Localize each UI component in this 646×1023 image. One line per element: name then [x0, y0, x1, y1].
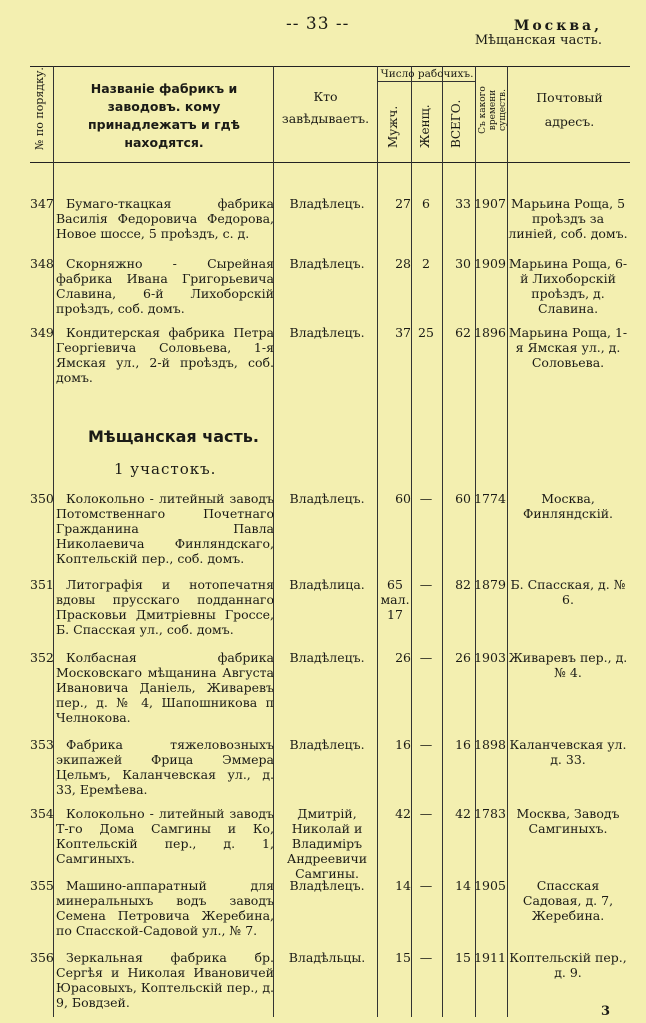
manager: Дмитрій, Николай и Владиміръ Андреевичи Самгины. [286, 806, 368, 881]
page-header [0, 0, 646, 60]
total-count: 15 [455, 950, 471, 965]
since-year: 1907 [474, 196, 506, 211]
manager: Владѣлецъ. [289, 491, 365, 506]
col-header-since: Съ какого времени существ. [478, 86, 508, 134]
women-count: — [419, 950, 433, 965]
men-count: 42 [395, 806, 411, 821]
row-number: 353 [30, 737, 54, 752]
postal-address: Спасская Садовая, д. 7, Жеребина. [522, 878, 614, 923]
since-year: 1896 [474, 325, 506, 340]
manager: Владѣлица. [289, 577, 365, 592]
postal-address: Москва, Заводъ Самгиныхъ. [516, 806, 620, 836]
manager: Владѣлецъ. [289, 196, 365, 211]
factory-name: Бумаго-ткацкая фабрика Василія Федоровича Федорова, Новое шоссе, 5 проѣздъ, с. д. [56, 196, 274, 241]
manager: Владѣлецъ. [289, 325, 365, 340]
women-count: — [419, 737, 433, 752]
manager: Владѣлецъ. [289, 878, 365, 893]
total-count: 60 [455, 491, 471, 506]
factory-name: Колокольно - литейный заводъ Потомственнаго Почетнаго Гражданина Павла Николаевича Финляндскаго, Коптельскій пер., соб. домъ. [56, 491, 274, 566]
men-count: 28 [395, 256, 411, 271]
since-year: 1911 [474, 950, 506, 965]
col-header-workers-group: Число рабочихъ. [380, 68, 474, 80]
manager: Владѣльцы. [288, 950, 366, 965]
since-year: 1879 [474, 577, 506, 592]
col-header-men: Мужч. [386, 105, 400, 148]
factory-name: Скорняжно - Сырейная фабрика Ивана Григорьевича Славина, 6-й Лихоборскій проѣздъ, соб. домъ. [56, 256, 274, 316]
since-year: 1774 [474, 491, 506, 506]
manager: Владѣлецъ. [289, 256, 365, 271]
row-number: 347 [30, 196, 54, 211]
since-year: 1909 [474, 256, 506, 271]
row-number: 356 [30, 950, 54, 965]
table-top-rule [30, 66, 630, 67]
factory-name: Машино-аппаратный для минеральныхъ водъ заводъ Семена Петровича Жеребина, по Спасской-Садовой ул., № 7. [56, 878, 274, 938]
men-count: 15 [395, 950, 411, 965]
col-header-women: Женщ. [418, 104, 432, 148]
men-count: 27 [395, 196, 411, 211]
women-count: 25 [418, 325, 434, 340]
total-count: 26 [455, 650, 471, 665]
postal-address: Каланчевская ул. д. 33. [509, 737, 627, 767]
section-title: Мѣщанская часть. [88, 427, 259, 446]
factory-name: Литографія и нотопечатня вдовы прусскаго подданнаго Прасковьи Дмитріевны Гроссе, Б. Спасская ул., соб. домъ. [56, 577, 274, 637]
factory-name: Кондитерская фабрика Петра Георгіевича Соловьева, 1-я Ямская ул., 2-й проѣздъ, соб. домъ. [56, 325, 274, 385]
factory-name: Зеркальная фабрика бр. Сергѣя и Николая Ивановичей Юрасовыхъ, Коптельскій пер., д. 9, Бовдзей. [56, 950, 274, 1010]
col-header-address: Почтовый адресъ. [536, 90, 603, 129]
factory-name: Колбасная фабрика Московскаго мѣщанина Августа Ивановича Даніель, Живаревъ пер., д. № 4, Шапошникова п Челнокова. [56, 650, 274, 725]
row-number: 351 [30, 577, 54, 592]
row-number: 355 [30, 878, 54, 893]
total-count: 30 [455, 256, 471, 271]
manager: Владѣлецъ. [289, 737, 365, 752]
row-number: 354 [30, 806, 54, 821]
postal-address: Б. Спасская, д. № 6. [510, 577, 626, 607]
since-year: 1903 [474, 650, 506, 665]
row-number: 352 [30, 650, 54, 665]
since-year: 1905 [474, 878, 506, 893]
total-count: 14 [455, 878, 471, 893]
total-count: 62 [455, 325, 471, 340]
total-count: 33 [455, 196, 471, 211]
factory-name: Фабрика тяжеловозныхъ экипажей Фрица Эммера Цельмъ, Каланчевская ул., д. 33, Еремѣева. [56, 737, 274, 797]
row-number: 348 [30, 256, 54, 271]
total-count: 16 [455, 737, 471, 752]
since-year: 1783 [474, 806, 506, 821]
row-number: 349 [30, 325, 54, 340]
postal-address: Живаревъ пер., д. № 4. [508, 650, 628, 680]
men-count: 26 [395, 650, 411, 665]
men-count: 60 [395, 491, 411, 506]
since-year: 1898 [474, 737, 506, 752]
row-number: 350 [30, 491, 54, 506]
men-count: 16 [395, 737, 411, 752]
total-count: 42 [455, 806, 471, 821]
men-count: 14 [395, 878, 411, 893]
men-count: 65 мал. 17 [380, 577, 410, 622]
men-count: 37 [395, 325, 411, 340]
col-header-name: Названіе фабрикъ и заводовъ. кому принадлежатъ и гдѣ находятся. [88, 81, 240, 150]
postal-address: Коптельскій пер., д. 9. [509, 950, 627, 980]
women-count: — [419, 577, 433, 592]
section-subtitle: 1 участокъ. [114, 460, 217, 478]
col-header-total: ВСЕГО. [449, 99, 463, 148]
postal-address: Москва, Финляндскій. [522, 491, 613, 521]
women-count: 2 [422, 256, 430, 271]
signature-mark: 3 [601, 1004, 611, 1019]
col-header-index: № по порядку. [33, 67, 46, 150]
table-header-rule [30, 162, 630, 163]
workers-group-rule [377, 81, 475, 82]
women-count: — [419, 878, 433, 893]
women-count: — [419, 491, 433, 506]
factory-name: Колокольно - литейный заводъ Т-го Дома Самгины и Ко, Коптельскій пер., д. 1, Самгиныхъ. [56, 806, 274, 866]
city-title: Москва, [513, 18, 602, 34]
total-count: 82 [455, 577, 471, 592]
women-count: 6 [422, 196, 430, 211]
district-title: Мѣщанская часть. [474, 33, 602, 48]
manager: Владѣлецъ. [289, 650, 365, 665]
page-number: -- 33 -- [286, 14, 350, 34]
postal-address: Марьина Роща, 6-й Лихоборскій проѣздъ, д. Славина. [508, 256, 628, 316]
col-header-manager: Кто завѣдываетъ. [281, 89, 370, 126]
postal-address: Марьина Роща, 5 проѣздъ за линіей, соб. домъ. [508, 196, 628, 241]
women-count: — [419, 650, 433, 665]
women-count: — [419, 806, 433, 821]
postal-address: Марьина Роща, 1-я Ямская ул., д. Соловьева. [508, 325, 628, 370]
